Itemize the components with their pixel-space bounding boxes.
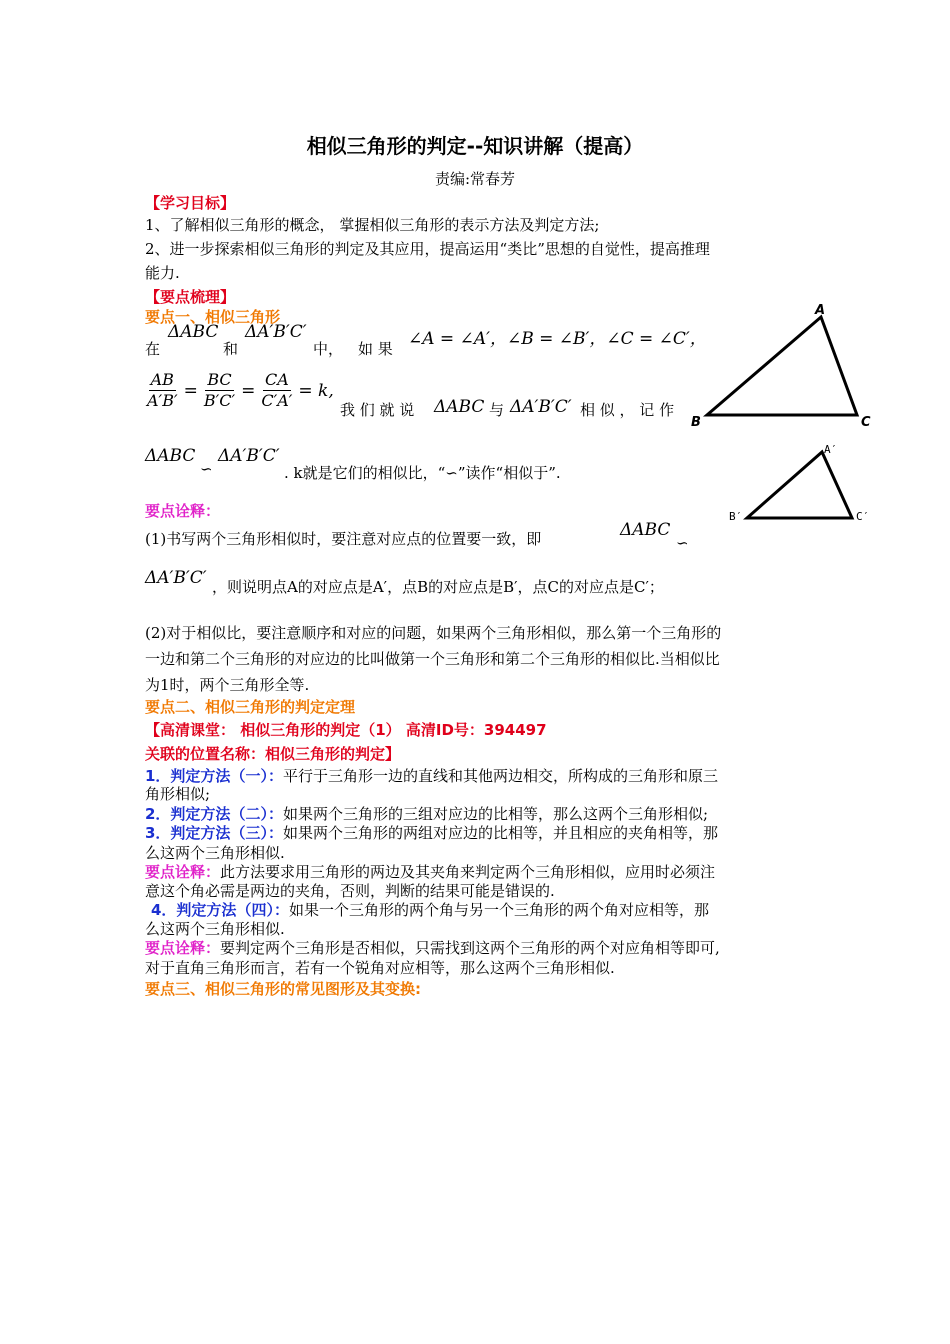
explain1-triangle-abc: ΔABC <box>620 520 671 540</box>
ratio-den-3: C′A′ <box>261 391 293 410</box>
equals-1: = <box>183 380 198 401</box>
point1-heading: 要点一、相似三角形 <box>145 308 281 326</box>
say-triangle-abc: ΔABC <box>434 397 485 417</box>
say-yu: 与 <box>489 401 505 419</box>
say-text-1: 我 们 就 说 <box>340 401 415 419</box>
say-triangle-a1b1c1: ΔA′B′C′ <box>510 397 572 417</box>
method3-line1 <box>145 822 718 844</box>
ratio-bc <box>202 370 237 411</box>
method4-label: 4．判定方法（四）： <box>151 901 289 919</box>
triangle-a1b1c1-math: ΔA′B′C′ <box>245 322 307 342</box>
point3-heading: 要点三、相似三角形的常见图形及其变换: <box>145 980 422 998</box>
vertex-label-b: B <box>691 415 701 430</box>
method1-text-a: 平行于三角形一边的直线和其他两边相交，所构成的三角形和原三 <box>282 767 718 785</box>
method3-label: 3．判定方法（三）： <box>145 824 283 842</box>
vertex-label-a: A <box>815 303 826 318</box>
vertex-label-a-prime: A′ <box>824 443 838 456</box>
ratio-ab <box>145 370 180 411</box>
method2-text: 如果两个三角形的三组对应边的比相等，那么这两个三角形相似; <box>282 805 709 823</box>
method4-text-b: 么这两个三角形相似. <box>145 920 285 938</box>
ratio-num-2: BC <box>207 370 232 389</box>
goal-1: 1、了解相似三角形的概念， 掌握相似三角形的表示方法及判定方法; <box>145 216 600 234</box>
sim-symbol: ∽ <box>200 460 213 478</box>
explain3-line1 <box>145 937 720 959</box>
goal-2-line1: 2、进一步探索相似三角形的判定及其应用，提高运用“类比”思想的自觉性，提高推理 <box>145 240 710 258</box>
word-zhong: 中， <box>313 340 344 358</box>
method3-text-a: 如果两个三角形的两组对应边的比相等，并且相应的夹角相等，那 <box>282 824 718 842</box>
explain1-p1a: (1)书写两个三角形相似时，要注意对应点的位置要一致，即 <box>145 530 542 548</box>
method2-label: 2．判定方法（二）： <box>145 805 283 823</box>
ratio-num-1: AB <box>150 370 174 389</box>
editor-line: 责编:常春芳 <box>434 170 516 188</box>
note-text: . k就是它们的相似比，“∽”读作“相似于”. <box>284 464 561 482</box>
ratio-num-3: CA <box>264 370 289 389</box>
goals-heading: 【学习目标】 <box>145 194 236 212</box>
method1-line1 <box>145 765 718 787</box>
hd-class-line1: 【高清课堂： 相似三角形的判定（1） 高清ID号：394497 <box>145 721 547 739</box>
method1-text-b: 角形相似; <box>145 785 211 803</box>
vertex-label-b-prime: B′ <box>729 510 743 523</box>
explain1-p2a: (2)对于相似比，要注意顺序和对应的问题，如果两个三角形相似，那么第一个三角形的 <box>145 624 722 642</box>
explain1-triangle-a1b1c1: ΔA′B′C′ <box>145 568 207 588</box>
triangle-abc-figure <box>685 300 885 435</box>
goal-2-line2: 能力. <box>145 264 180 282</box>
explain3-text-a: 要判定两个三角形是否相似，只需找到这两个三角形的两个对应角相等即可, <box>220 939 720 957</box>
method4-text-a: 如果一个三角形的两个角与另一个三角形的两个角对应相等，那 <box>288 901 709 919</box>
summary-heading: 【要点梳理】 <box>145 288 236 306</box>
say-text-2: 相 似 ， 记 作 <box>580 401 675 419</box>
ratio-den-2: B′C′ <box>203 391 236 410</box>
explain3-text-b: 对于直角三角形而言，若有一个锐角对应相等，那么这两个三角形相似. <box>145 959 615 977</box>
equals-k: = k, <box>298 380 334 401</box>
note-triangle-abc: ΔABC <box>145 446 196 466</box>
word-zai: 在 <box>145 340 161 358</box>
equals-2: = <box>241 380 256 401</box>
explain2-text-a: 此方法要求用三角形的两边及其夹角来判定两个三角形相似，应用时必须注 <box>220 863 716 881</box>
triangle-abc-math: ΔABC <box>168 322 219 342</box>
explain1-sim: ∽ <box>676 534 689 552</box>
hd-class-line2: 关联的位置名称：相似三角形的判定】 <box>145 745 401 763</box>
vertex-label-c-prime: C′ <box>856 510 870 523</box>
ratio-ca <box>259 370 294 411</box>
angle-equalities: ∠A = ∠A′，∠B = ∠B′，∠C = ∠C′， <box>408 329 707 349</box>
method1-label: 1．判定方法（一）： <box>145 767 283 785</box>
word-he: 和 <box>223 340 239 358</box>
triangle-a1b1c1-figure <box>725 440 880 530</box>
explain2-text-b: 意这个角必需是两边的夹角，否则，判断的结果可能是错误的. <box>145 882 555 900</box>
ratio-den-1: A′B′ <box>147 391 178 410</box>
explain2-label: 要点诠释： <box>145 863 221 881</box>
explain1-p2b: 一边和第二个三角形的对应边的比叫做第一个三角形和第二个三角形的相似比.当相似比 <box>145 650 720 668</box>
explain1-p1b: ，则说明点A的对应点是A′，点B的对应点是B′，点C的对应点是C′； <box>212 578 664 596</box>
triangle-abc-shape <box>707 317 857 415</box>
word-rugo: 如 果 <box>358 340 393 358</box>
explain3-label: 要点诠释： <box>145 939 221 957</box>
point2-heading: 要点二、相似三角形的判定定理 <box>145 698 356 716</box>
ratio-equation <box>145 370 334 411</box>
method3-text-b: 么这两个三角形相似. <box>145 844 285 862</box>
page-title: 相似三角形的判定--知识讲解（提高） <box>306 134 644 158</box>
vertex-label-c: C <box>861 415 871 430</box>
explain1-p2c: 为1时，两个三角形全等. <box>145 676 310 694</box>
explain1-heading: 要点诠释： <box>145 502 221 520</box>
triangle-a1b1c1-shape <box>747 452 852 518</box>
note-triangle-a1b1c1: ΔA′B′C′ <box>218 446 280 466</box>
